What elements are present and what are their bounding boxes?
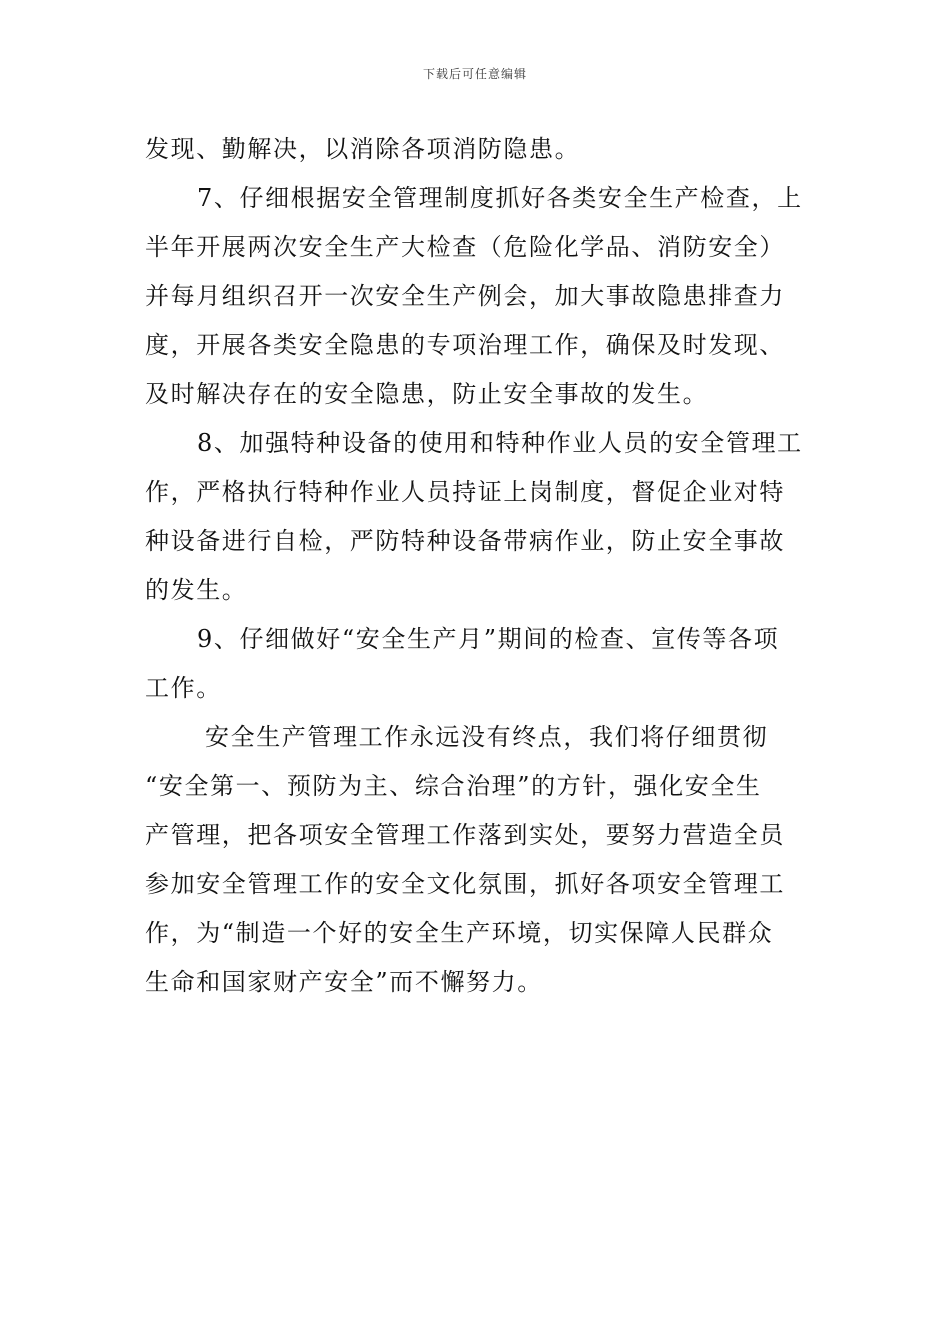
text-line: 8、加强特种设备的使用和特种作业人员的安全管理工 [197,429,803,457]
text-line: 作，严格执行特种作业人员持证上岗制度，督促企业对特 [145,478,785,506]
text-line: 7、仔细根据安全管理制度抓好各类安全生产检查，上 [197,184,803,212]
text-line: 发现、勤解决，以消除各项消防隐患。 [145,135,581,163]
text-line: 安全生产管理工作永远没有终点，我们将仔细贯彻 [205,723,769,751]
text-line: 种设备进行自检，严防特种设备带病作业，防止安全事故 [145,527,785,555]
text-line: 产管理，把各项安全管理工作落到实处，要努力营造全员 [145,821,785,849]
document-body [145,125,810,1007]
text-line: “安全第一、预防为主、综合治理”的方针，强化安全生 [145,772,762,800]
text-line: 及时解决存在的安全隐患，防止安全事故的发生。 [145,380,709,408]
text-line: 生命和国家财产安全”而不懈努力。 [145,968,543,996]
text-line: 参加安全管理工作的安全文化氛围，抓好各项安全管理工 [145,870,785,898]
text-line: 工作。 [145,674,222,702]
text-line: 并每月组织召开一次安全生产例会，加大事故隐患排查力 [145,282,785,310]
text-line: 作，为“制造一个好的安全生产环境，切实保障人民群众 [145,919,774,947]
text-line: 9、仔细做好“安全生产月”期间的检查、宣传等各项 [197,625,780,653]
download-note: 下载后可任意编辑 [422,67,527,81]
text-line: 度，开展各类安全隐患的专项治理工作，确保及时发现、 [145,331,785,359]
text-line: 半年开展两次安全生产大检查（危险化学品、消防安全） [145,233,785,261]
text-line: 的发生。 [145,576,248,604]
